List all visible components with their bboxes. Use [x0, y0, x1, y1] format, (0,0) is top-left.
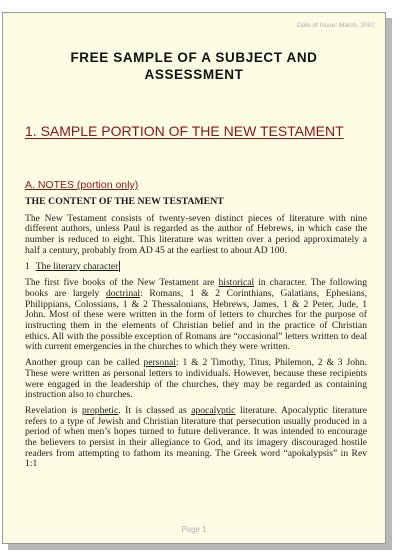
paragraph-historical: [25, 278, 367, 353]
underlined-prophetic: prophetic: [82, 404, 119, 416]
literary-character-label: The literary character: [35, 260, 119, 272]
content-title: THE CONTENT OF THE NEW TESTAMENT: [25, 196, 224, 207]
body-text: [25, 197, 367, 475]
literary-character-heading: [25, 262, 367, 273]
underlined-doctrinal: doctrinal: [105, 287, 141, 299]
text-run: . It is classed as: [118, 404, 192, 416]
title-line-1: FREE SAMPLE OF A SUBJECT AND: [70, 50, 318, 65]
text-run: literature. Apocalyptic literature refers to a type of Jewish and Christian literature that persecution usually produced in a period of when men’s hopes turned to future deliverance. It was intended to encourage the believers to persist in their allegiance to God, and its imagery discouraged hostile readers from attempting to fathom its meaning. The Greek word “apokalypsis” in Rev 1:1: [25, 404, 367, 470]
paragraph-intro: The New Testament consists of twenty-seven distinct pieces of literature with nine different authors, unless Paul is regarded as the author of Hebrews, in which case the number is reduced to eight. This literature was written over a period approximately a half a century, probably from AD 45 at the earliest to about AD 100.: [25, 212, 367, 256]
text-run: Revelation is: [25, 404, 82, 416]
underlined-apocalyptic: apocalyptic: [191, 404, 236, 416]
underlined-historical: historical: [218, 277, 255, 289]
date-of-issue: Date of Issue: March, 2007: [296, 22, 375, 29]
title-line-2: ASSESSMENT: [144, 67, 244, 82]
text-run: The first five books of the New Testament are: [25, 277, 219, 289]
document-title: [3, 49, 385, 83]
paragraph-personal: [25, 358, 367, 401]
paragraph-prophetic: [25, 406, 367, 470]
notes-heading: A. NOTES (portion only): [25, 179, 139, 191]
text-run: : Romans, 1 & 2 Corinthians, Galatians, Ephesians, Philippians, Colossians, 1 & 2 Thessalonians, Hebrews, James, 1 & 2 Peter, Jude, 1 John. Most of these were written in the form of letters to churches for the purpose of instructing them in the elements of Christian belief and in the practice of Christian ethics. All with the possible exception of Romans are “occasional” letters written to deal with current emergencies in the churches to which they were written.: [25, 287, 367, 353]
text-run: : 1 & 2 Timothy, Titus, Philemon, 2 & 3 John. These were written as personal letters to individuals. However, because these recipients were engaged in the leadership of the churches, they may be regarded as containing instruction also to churches.: [25, 357, 367, 401]
list-number: 1: [25, 260, 30, 272]
text-run: Another group can be called: [25, 357, 144, 369]
page-number: Page 1: [181, 525, 207, 534]
section-heading: 1. SAMPLE PORTION OF THE NEW TESTAMENT: [25, 123, 344, 139]
document-page: [2, 12, 386, 544]
underlined-personal: personal: [143, 357, 176, 369]
text-run: in character. The following books are largely: [25, 277, 367, 299]
